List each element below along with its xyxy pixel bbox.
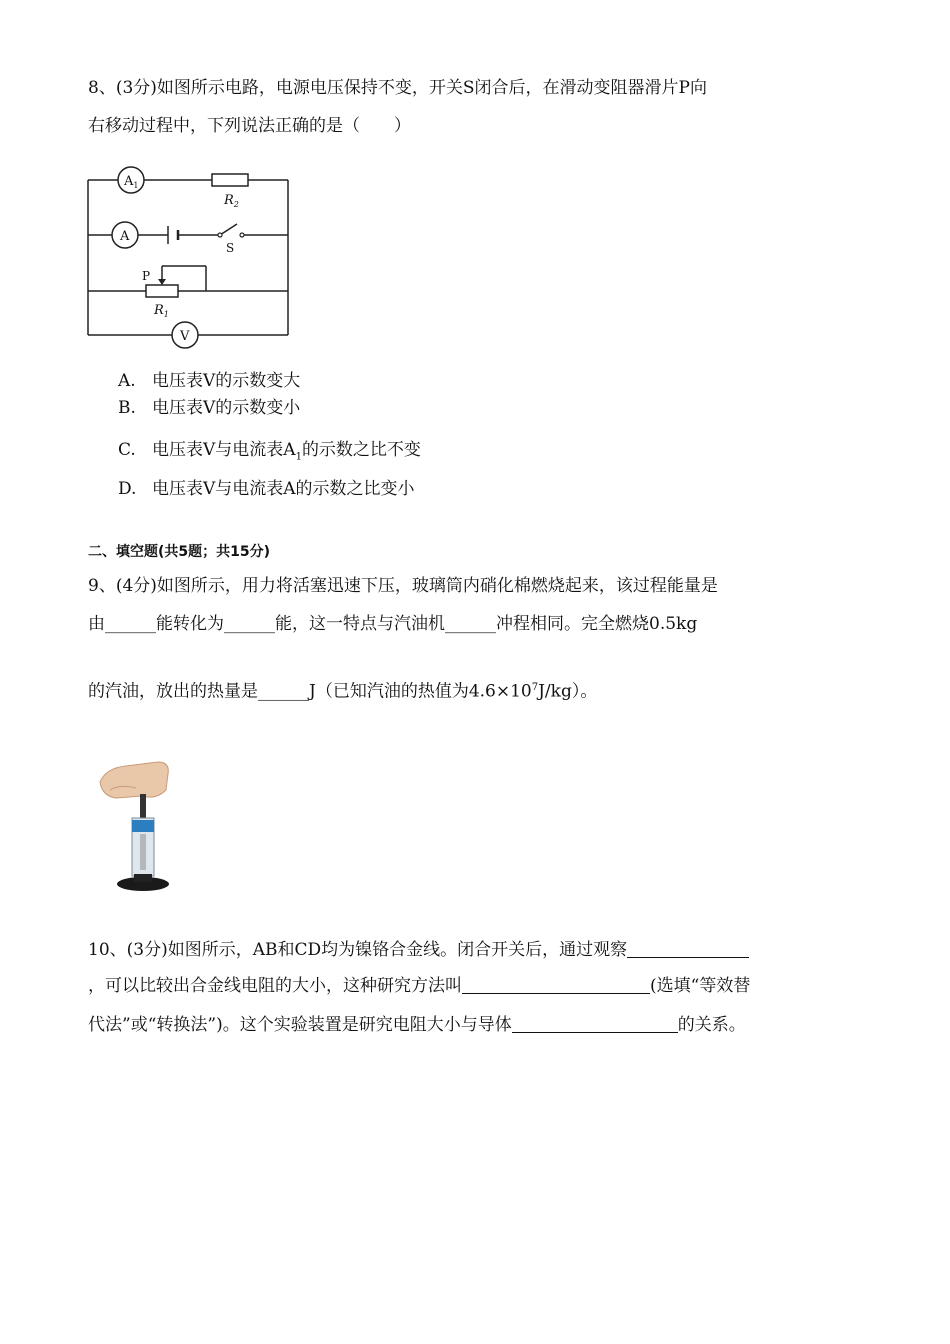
- answer-blank-1[interactable]: [627, 939, 749, 958]
- option-text: 电压表V的示数变大: [152, 371, 301, 391]
- q10-line-1-text: 10、(3分)如图所示，AB和CD均为镍铬合金线。闭合开关后，通过观察: [88, 940, 628, 960]
- label-r2: $R_2$: [224, 193, 239, 209]
- slider-arrow: [158, 279, 166, 285]
- q9-line-3-text: 的汽油，放出的热量是______J（已知汽油的热值为4.6×10: [88, 681, 532, 702]
- option-text-sub: 1: [295, 451, 302, 463]
- exponent: 7: [531, 682, 539, 693]
- answer-blank-3[interactable]: [512, 1014, 678, 1033]
- q10-line-2-text: ，可以比较出合金线电阻的大小，这种研究方法叫: [88, 976, 462, 996]
- resistor-r2: [212, 174, 248, 186]
- option-text: 电压表V与电流表A的示数之比变小: [152, 479, 415, 499]
- label-s: S: [226, 241, 235, 255]
- q10-line-3-text: 代法”或“转换法”)。这个实验装置是研究电阻大小与导体: [88, 1015, 512, 1035]
- label-r1: $R_1$: [154, 303, 169, 319]
- q10-line-1: [88, 938, 749, 962]
- answer-blank-2[interactable]: [462, 975, 650, 994]
- q9-line-2: 由______能转化为______能，这一特点与汽油机______冲程相同。完全燃烧0.5kg: [88, 614, 698, 634]
- switch-s: [220, 224, 237, 235]
- q10-line-2: [88, 974, 750, 998]
- q8-option-b: [118, 396, 300, 420]
- option-label: D.: [118, 479, 137, 499]
- q8-option-d: [118, 477, 415, 501]
- q8-line-1: 8、(3分)如图所示电路，电源电压保持不变，开关S闭合后，在滑动变阻器滑片P向: [88, 78, 707, 98]
- option-label: B.: [118, 398, 136, 418]
- option-label: C.: [118, 440, 136, 460]
- q10-line-2-end: (选填“等效替: [650, 976, 751, 996]
- blue-band: [132, 820, 154, 832]
- piston-rod: [140, 794, 146, 820]
- q8-option-c: [118, 438, 421, 469]
- q9-line-1: 9、(4分)如图所示，用力将活塞迅速下压，玻璃筒内硝化棉燃烧起来，该过程能量是: [88, 576, 718, 596]
- q8-option-a: [118, 369, 300, 393]
- q10-line-3: [88, 1013, 746, 1037]
- option-label: A.: [118, 371, 136, 391]
- label-p: P: [142, 269, 151, 283]
- hand-shape: [100, 762, 168, 798]
- option-text: 电压表V与电流表A: [152, 440, 296, 460]
- piston-cylinder-image: [96, 760, 186, 895]
- label-v: V: [180, 329, 190, 344]
- q9-line-3: [88, 676, 597, 704]
- q10-line-3-end: 的关系。: [677, 1015, 746, 1035]
- option-text-after: 的示数之比不变: [301, 440, 421, 460]
- q9-line-3-end: J/kg）。: [538, 681, 598, 702]
- resistor-r1: [146, 285, 178, 297]
- circuit-diagram: [86, 160, 296, 350]
- option-text: 电压表V的示数变小: [152, 398, 301, 418]
- label-a1: $A_1$: [124, 174, 139, 190]
- section-heading: 二、填空题(共5题；共15分): [88, 544, 271, 560]
- q8-line-2: 右移动过程中，下列说法正确的是（ ）: [88, 116, 411, 136]
- label-a: A: [120, 229, 130, 244]
